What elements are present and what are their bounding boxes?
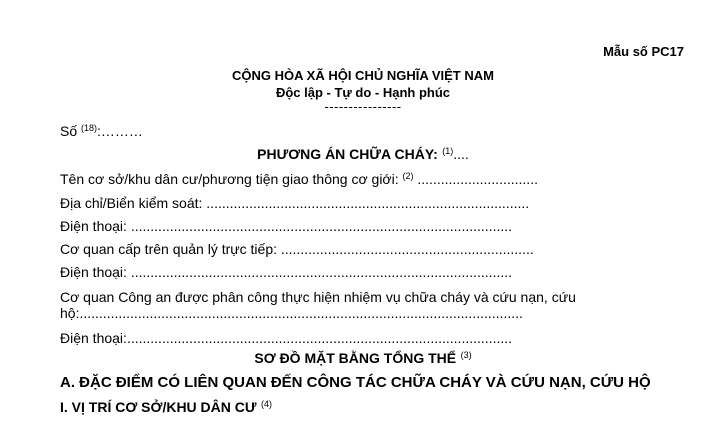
document-number (60, 123, 143, 139)
section-i-text: I. VỊ TRÍ CƠ SỞ/KHU DÂN CƯ (60, 399, 257, 415)
field-police-agency (60, 289, 576, 305)
country-name: CỘNG HÒA XÃ HỘI CHỦ NGHĨA VIỆT NAM (232, 68, 494, 83)
field-phone (60, 218, 512, 234)
number-dots: :……… (97, 123, 143, 139)
number-label: Số (60, 123, 78, 139)
field-agency-phone (60, 264, 512, 280)
plan-title-footnote: (1) (442, 146, 454, 156)
field-label: Cơ quan cấp trên quản lý trực tiếp: (60, 241, 281, 257)
field-label: Cơ quan Công an được phân công thực hiện nhiệm vụ chữa cháy và cứu nạn, cứu (60, 289, 576, 305)
section-i-footnote: (4) (260, 399, 272, 409)
field-footnote: (2) (402, 171, 414, 181)
section-site-plan-text: SƠ ĐỒ MẶT BẰNG TỔNG THỂ (254, 350, 457, 366)
header-divider: ---------------- (324, 99, 402, 114)
field-label: Điện thoại: (60, 330, 127, 346)
field-label: Tên cơ sở/khu dân cư/phương tiện giao thông cơ giới: (60, 171, 399, 187)
field-label: Điện thoại: (60, 264, 131, 280)
field-supervising-agency (60, 241, 534, 257)
section-a-heading: A. ĐẶC ĐIỂM CÓ LIÊN QUAN ĐẾN CÔNG TÁC CHỮA CHÁY VÀ CỨU NẠN, CỨU HỘ (60, 374, 651, 391)
field-label: Điện thoại: (60, 218, 131, 234)
field-label: hộ: (60, 305, 80, 321)
field-dots: ............................... (413, 171, 538, 187)
field-police-agency-cont (60, 305, 523, 321)
plan-title-text: PHƯƠNG ÁN CHỮA CHÁY: (257, 146, 438, 162)
national-motto: Độc lập - Tự do - Hạnh phúc (275, 85, 451, 100)
field-dots: .................................................................................................. (130, 264, 513, 280)
number-footnote: (18) (81, 123, 98, 133)
field-dots: .................................................................................................. (130, 218, 513, 234)
field-dots: ................................................................................................... (126, 330, 513, 346)
field-facility-name (60, 171, 538, 187)
section-site-plan-footnote: (3) (460, 350, 472, 360)
field-police-phone (60, 330, 512, 346)
section-site-plan (0, 350, 726, 368)
field-dots: .................................................................................................................. (79, 305, 523, 321)
field-dots: ................................................................................... (206, 195, 530, 211)
form-code: Mẫu số PC17 (603, 44, 684, 59)
field-label: Địa chỉ/Biển kiểm soát: (60, 195, 207, 211)
section-i-heading (60, 399, 272, 417)
field-address (60, 195, 529, 211)
plan-title-dots: .... (453, 146, 469, 162)
plan-title (0, 146, 726, 164)
field-dots: ................................................................. (280, 241, 534, 257)
